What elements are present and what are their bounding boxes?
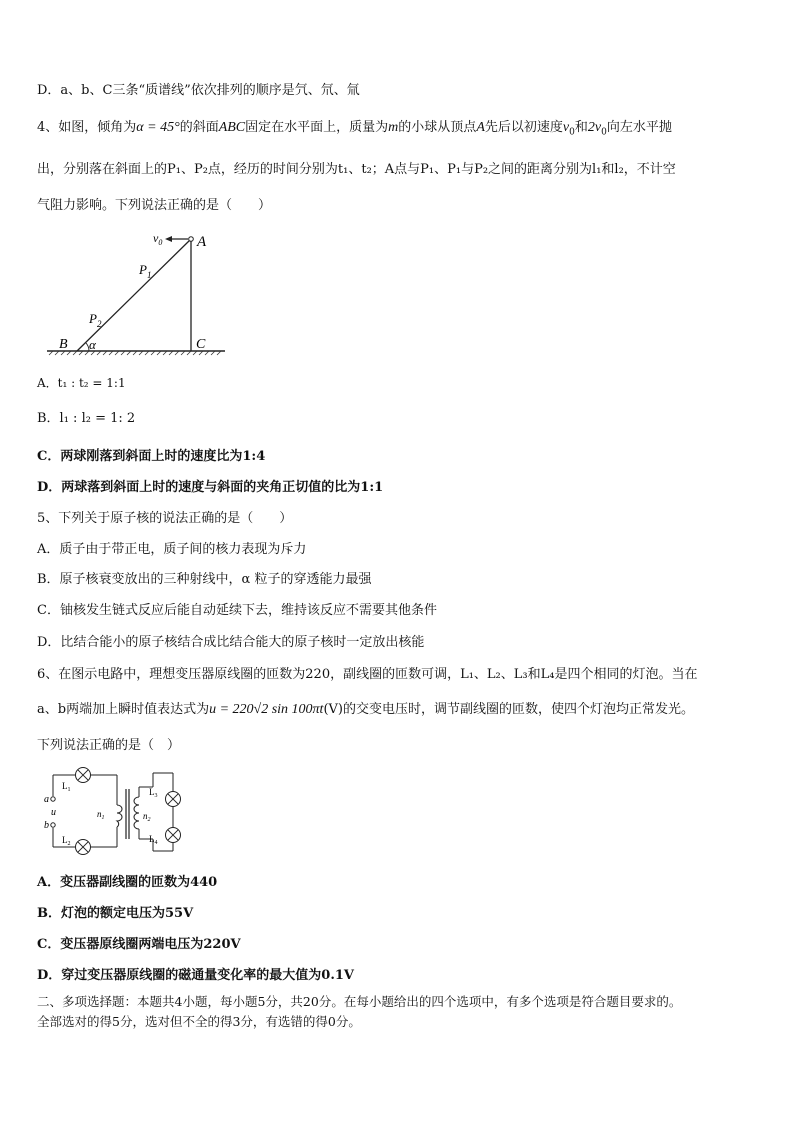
transformer-circuit-figure — [43, 765, 191, 860]
lamp-l2-icon — [76, 840, 91, 855]
question-4-line-3: 气阻力影响。下列说法正确的是（ ） — [37, 198, 272, 213]
label-l2: $L_2$ — [62, 835, 71, 847]
ball-at-a — [189, 237, 194, 242]
label-a: A — [197, 234, 207, 250]
label-c: C — [196, 337, 206, 352]
section-2-heading-line-2: 全部选对的得5分，选对但不全的得3分，有选错的得0分。 — [37, 1014, 361, 1029]
label-u: u — [51, 807, 56, 818]
q6-option-b: B．灯泡的额定电压为55V — [37, 906, 194, 921]
question-5: 5、下列关于原子核的说法正确的是（ ） — [37, 511, 293, 526]
label-l1: $L_1$ — [62, 781, 71, 793]
label-b: B — [59, 337, 68, 352]
q4-option-a: A．t₁ : t₂ = 1:1 — [37, 376, 126, 390]
q6-option-c: C．变压器原线圈两端电压为220V — [37, 937, 241, 952]
label-p2: $P_2$ — [89, 311, 102, 329]
incline-figure — [45, 226, 235, 358]
question-6-line-1: 6、在图示电路中，理想变压器原线圈的匝数为220，副线圈的匝数可调，L₁、L₂、L₃和L₄是四个相同的灯泡。当在 — [37, 667, 698, 682]
lamp-l1-icon — [76, 768, 91, 783]
label-n2: $n_2$ — [143, 811, 151, 823]
lamp-l4-icon — [166, 828, 181, 843]
incline-line — [77, 239, 191, 351]
question-6-line-2: a、b两端加上瞬时值表达式为u = 220√2 sin 100πt(V)的交变电压时，调节副线圈的匝数，使四个灯泡均正常发光。 — [37, 702, 694, 717]
section-2-heading-line-1: 二、多项选择题：本题共4小题，每小题5分，共20分。在每小题给出的四个选项中，有多个选项是符合题目要求的。 — [37, 994, 682, 1009]
question-4-line-1: 4、如图，倾角为α = 45°的斜面ABC固定在水平面上，质量为m的小球从顶点A先后以初速度$v_0$和$2v_0$向左水平抛 — [37, 120, 672, 138]
label-alpha: α — [89, 337, 96, 352]
q6-option-a: A．变压器副线圈的匝数为440 — [37, 875, 218, 890]
velocity-arrowhead — [165, 236, 172, 242]
q5-option-b: B．原子核衰变放出的三种射线中，α 粒子的穿透能力最强 — [37, 572, 372, 587]
label-l3: $L_3$ — [149, 787, 158, 799]
q4-option-b: B．l₁ : l₂ = 1: 2 — [37, 411, 136, 426]
label-n1: $n_1$ — [97, 809, 105, 821]
terminal-a — [51, 797, 55, 801]
label-p1: $P_1$ — [139, 262, 152, 280]
terminal-b — [51, 823, 55, 827]
q5-option-c: C．铀核发生链式反应后能自动延续下去，维持该反应不需要其他条件 — [37, 603, 437, 618]
option-d-prev-question: D．a、b、C三条“质谱线”依次排列的顺序是氕、氘、氚 — [37, 83, 360, 98]
label-a-terminal: a — [44, 794, 49, 805]
q5-option-d: D．比结合能小的原子核结合成比结合能大的原子核时一定放出核能 — [37, 635, 425, 650]
label-v0: $v_0$ — [153, 231, 163, 247]
label-b-terminal: b — [44, 820, 49, 831]
lamp-l3-icon — [166, 792, 181, 807]
q5-option-a: A．质子由于带正电，质子间的核力表现为斥力 — [37, 542, 307, 557]
primary-coil — [117, 805, 122, 827]
question-4-line-2: 出，分别落在斜面上的P₁、P₂点，经历的时间分别为t₁、t₂；A点与P₁、P₁与P₂之间的距离分别为l₁和l₂，不计空 — [37, 162, 676, 177]
secondary-coil — [134, 797, 139, 829]
q4-option-c: C．两球刚落到斜面上时的速度比为1:4 — [37, 449, 266, 464]
q6-option-d: D．穿过变压器原线圈的磁通量变化率的最大值为0.1V — [37, 968, 354, 983]
label-l4: $L_4$ — [149, 834, 158, 846]
question-6-line-3: 下列说法正确的是（ ） — [37, 738, 181, 753]
q4-option-d: D．两球落到斜面上时的速度与斜面的夹角正切值的比为1:1 — [37, 480, 384, 495]
